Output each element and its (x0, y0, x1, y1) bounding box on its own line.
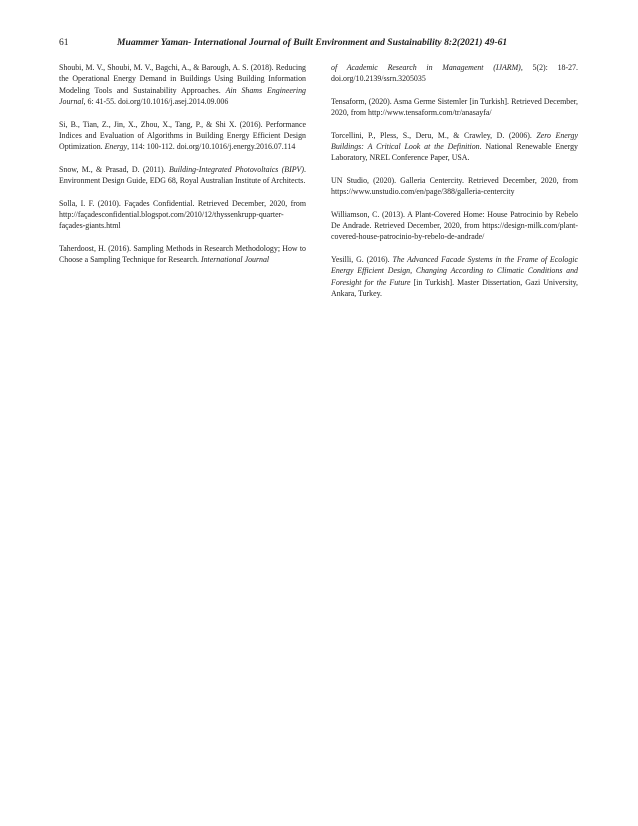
reference-entry-continued: of Academic Research in Management (IJARM), 5(2): 18-27. doi.org/10.2139/ssrn.3205035 (331, 63, 578, 84)
reference-entry: Taherdoost, H. (2016). Sampling Methods in Research Methodology; How to Choose a Sampling Technique for Research. International Journal (59, 243, 306, 265)
reference-entry: Snow, M., & Prasad, D. (2011). Building-Integrated Photovoltaics (BIPV). Environment Design Guide, EDG 68, Royal Australian Institute of Architects. (59, 164, 306, 186)
reference-entry: Yesilli, G. (2016). The Advanced Facade Systems in the Frame of Ecologic Energy Efficient Design, Changing According to Climatic Conditions and Foresight for the Future [in Turkish]. Master Dissertation, Gazi University, Ankara, Turkey. (331, 254, 578, 299)
reference-entry: Torcellini, P., Pless, S., Deru, M., & Crawley, D. (2006). Zero Energy Buildings: A Critical Look at the Definition. National Renewable Energy Laboratory, NREL Conference Paper, USA. (331, 130, 578, 163)
page-header (59, 36, 583, 50)
reference-entry: Williamson, C. (2013). A Plant-Covered Home: House Patrocinio by Rebelo De Andrade. Retrieved December, 2020, from https://design-milk.com/plant-covered-house-patrocinio-by-rebelo-de-andrade/ (331, 209, 578, 242)
page-number: 61 (59, 37, 69, 48)
reference-entry: Shoubi, M. V., Shoubi, M. V., Bagchi, A., & Barough, A. S. (2018). Reducing the Operational Energy Demand in Buildings Using Building Information Modeling Tools and Sustainability Approaches. Ain Shams Engineering Journal, 6: 41-55. doi.org/10.1016/j.asej.2014.09.006 (59, 63, 307, 107)
reference-entry: Solla, I. F. (2010). Façades Confidential. Retrieved December, 2020, from http://façadesconfidential.blogspot.com/2010/12/thyssenkrupp-quarter-façades-giants.html (59, 198, 306, 231)
reference-entry: Si, B., Tian, Z., Jin, X., Zhou, X., Tang, P., & Shi X. (2016). Performance Indices and Evaluation of Algorithms in Building Energy Efficient Design Optimization. Energy, 114: 100-112. doi.org/10.1016/j.energy.2016.07.114 (59, 119, 306, 152)
reference-entry: Tensaform, (2020). Asma Germe Sistemler [in Turkish]. Retrieved December, 2020, from http://www.tensaform.com/tr/anasayfa/ (331, 96, 578, 118)
running-title: Muammer Yaman- International Journal of Built Environment and Sustainability 8:2(2021) 49-61 (117, 37, 508, 48)
references-right-column (331, 62, 578, 311)
reference-entry: UN Studio, (2020). Galleria Centercity. Retrieved December, 2020, from https://www.unstudio.com/en/page/388/galleria-centercity (331, 175, 578, 197)
references-left-column (59, 62, 306, 277)
